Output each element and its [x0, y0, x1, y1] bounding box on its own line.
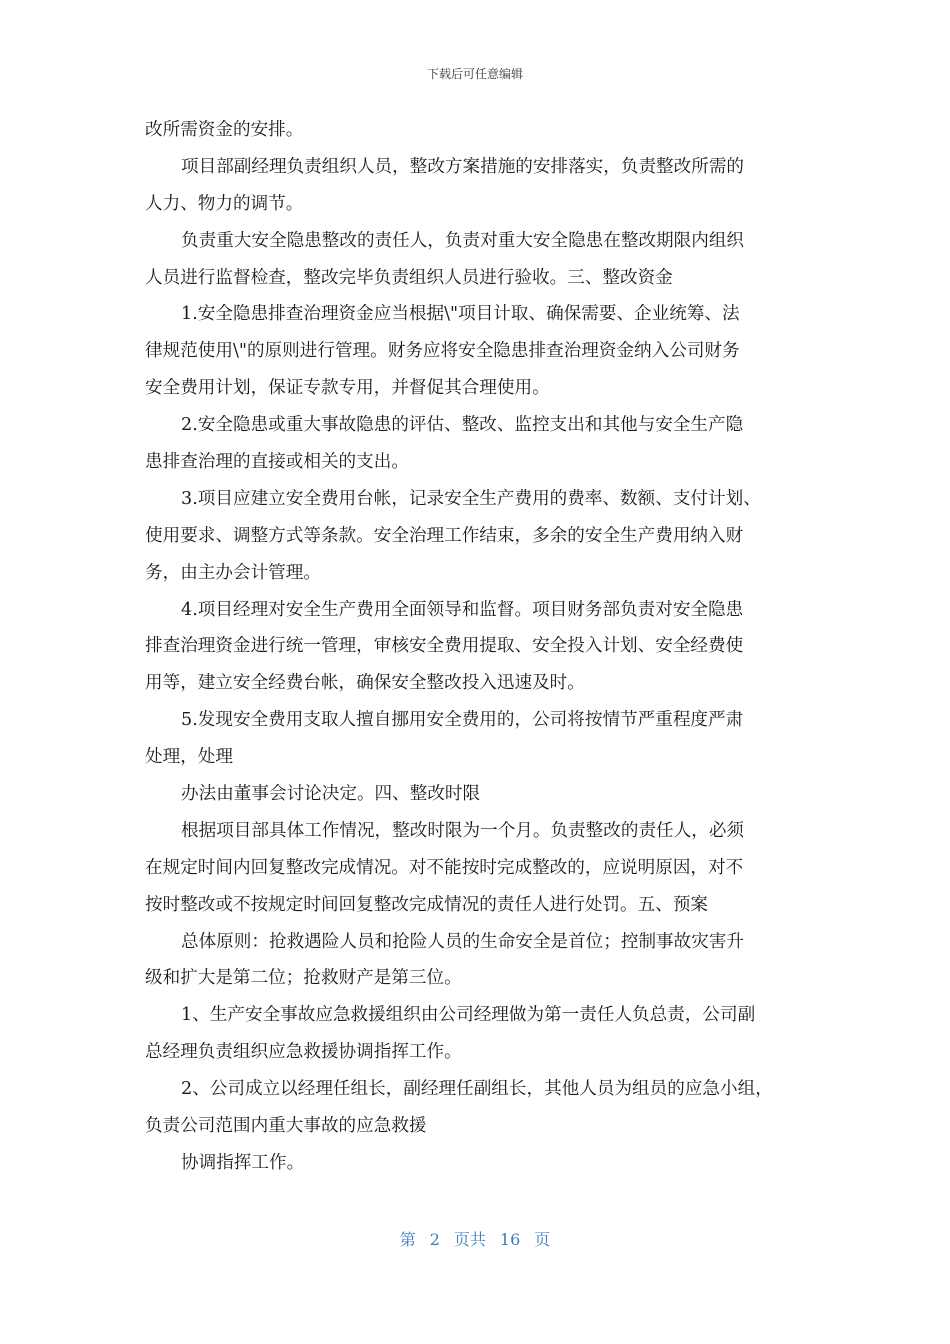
paragraph-line: 人员进行监督检查，整改完毕负责组织人员进行验收。三、整改资金	[145, 267, 673, 288]
paragraph-line: 负责公司范围内重大事故的应急救援	[145, 1116, 427, 1137]
paragraph-line: 2.安全隐患或重大事故隐患的评估、整改、监控支出和其他与安全生产隐	[181, 415, 744, 436]
paragraph-line: 安全费用计划，保证专款专用，并督促其合理使用。	[145, 378, 550, 399]
page-number-footer	[0, 1230, 950, 1250]
paragraph-line: 总体原则：抢救遇险人员和抢险人员的生命安全是首位；控制事故灾害升	[181, 931, 745, 952]
paragraph-line: 办法由董事会讨论决定。四、整改时限	[181, 784, 481, 805]
paragraph-line: 处理，处理	[145, 747, 233, 768]
paragraph-line: 2、公司成立以经理任组长，副经理任副组长，其他人员为组员的应急小组，	[181, 1079, 773, 1100]
footer-prefix: 第	[399, 1230, 416, 1249]
paragraph-line: 5.发现安全费用支取人擅自挪用安全费用的，公司将按情节严重程度严肃	[181, 710, 744, 731]
paragraph-line: 务，由主办会计管理。	[145, 562, 321, 583]
paragraph-line: 1、生产安全事故应急救援组织由公司经理做为第一责任人负总责，公司副	[181, 1005, 756, 1026]
paragraph-line: 患排查治理的直接或相关的支出。	[145, 452, 409, 473]
total-page-count: 16	[499, 1230, 521, 1249]
paragraph-line: 协调指挥工作。	[181, 1152, 305, 1173]
page-header-watermark: 下载后可任意编辑	[426, 67, 523, 81]
paragraph-line: 级和扩大是第二位；抢救财产是第三位。	[145, 968, 462, 989]
footer-suffix: 页	[534, 1230, 551, 1249]
paragraph-line: 排查治理资金进行统一管理，审核安全费用提取、安全投入计划、安全经费使	[145, 636, 744, 657]
paragraph-line: 项目部副经理负责组织人员，整改方案措施的安排落实，负责整改所需的	[181, 156, 745, 177]
paragraph-line: 改所需资金的安排。	[145, 120, 304, 140]
paragraph-line: 律规范使用\"的原则进行管理。财务应将安全隐患排查治理资金纳入公司财务	[145, 341, 740, 362]
paragraph-line: 使用要求、调整方式等条款。安全治理工作结束，多余的安全生产费用纳入财	[145, 525, 744, 546]
paragraph-line: 在规定时间内回复整改完成情况。对不能按时完成整改的，应说明原因，对不	[145, 857, 744, 878]
paragraph-line: 1.安全隐患排查治理资金应当根据\"项目计取、确保需要、企业统筹、法	[181, 304, 740, 325]
paragraph-line: 负责重大安全隐患整改的责任人，负责对重大安全隐患在整改期限内组织	[181, 230, 745, 251]
footer-middle: 页共	[453, 1230, 486, 1249]
current-page-number: 2	[429, 1230, 440, 1249]
paragraph-line: 用等，建立安全经费台帐，确保安全整改投入迅速及时。	[145, 673, 585, 694]
paragraph-line: 按时整改或不按规定时间回复整改完成情况的责任人进行处罚。五、预案	[145, 894, 709, 915]
paragraph-line: 根据项目部具体工作情况，整改时限为一个月。负责整改的责任人，必须	[181, 820, 745, 841]
document-body	[145, 112, 810, 1182]
paragraph-line: 3.项目应建立安全费用台帐，记录安全生产费用的费率、数额、支付计划、	[181, 488, 761, 509]
paragraph-line: 总经理负责组织应急救援协调指挥工作。	[145, 1042, 462, 1063]
paragraph-line: 人力、物力的调节。	[145, 193, 304, 214]
paragraph-line: 4.项目经理对安全生产费用全面领导和监督。项目财务部负责对安全隐患	[181, 599, 744, 620]
